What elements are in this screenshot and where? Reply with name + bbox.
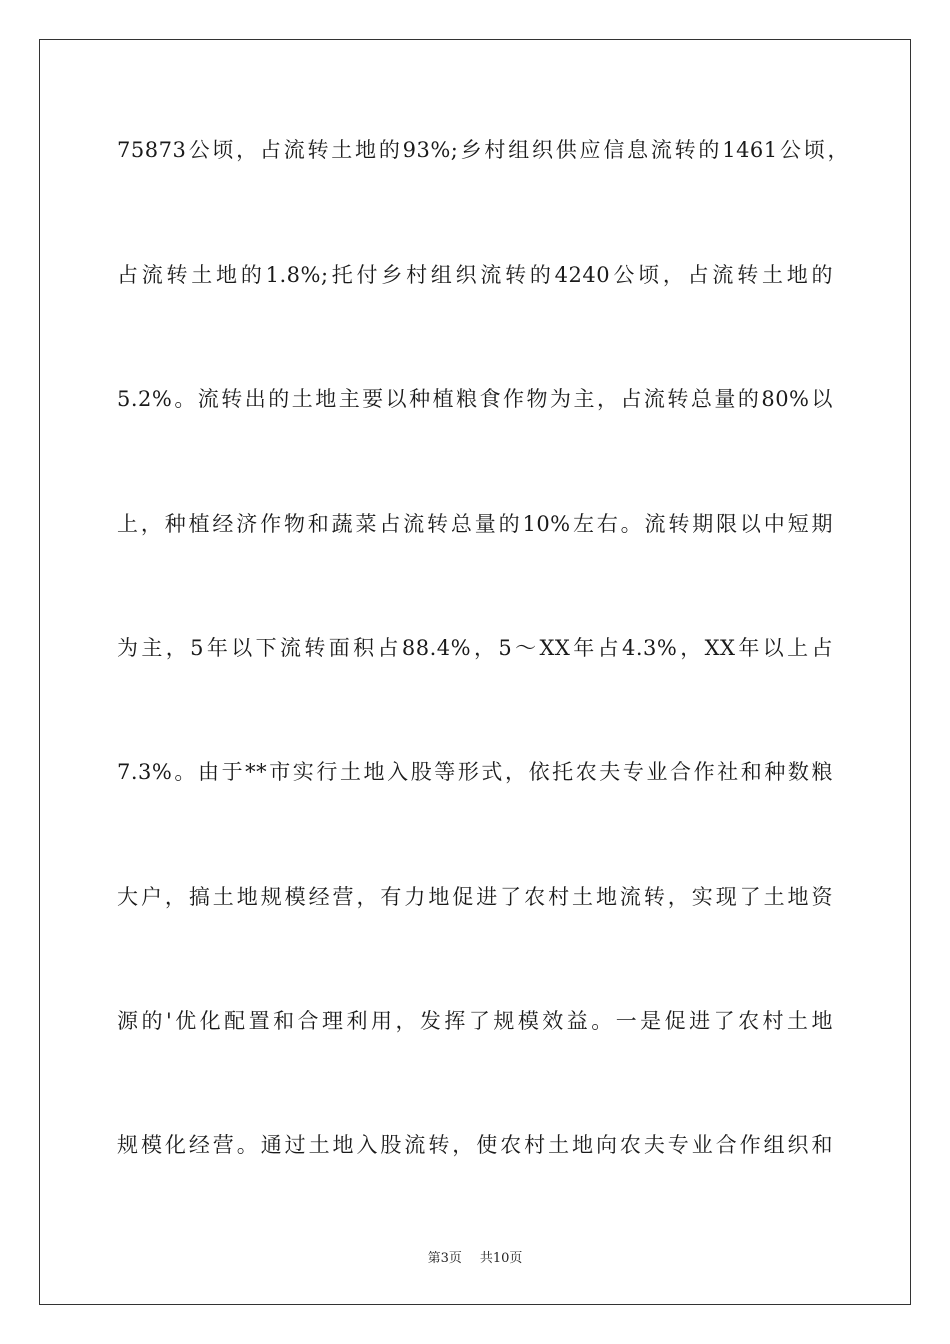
body-text-line-5: 为主，5年以下流转面积占88.4%，5～XX年占4.3%，XX年以上占: [117, 636, 833, 660]
body-text-line-4: 上，种植经济作物和蔬菜占流转总量的10%左右。流转期限以中短期: [117, 512, 833, 536]
page-total: 共10页: [479, 1251, 523, 1266]
body-text-line-9: 规模化经营。通过土地入股流转，使农村土地向农夫专业合作组织和: [117, 1133, 833, 1157]
body-text-line-6: 7.3%。由于**市实行土地入股等形式，依托农夫专业合作社和种数粮: [117, 760, 833, 784]
body-text-line-3: 5.2%。流转出的土地主要以种植粮食作物为主，占流转总量的80%以: [117, 387, 833, 411]
body-text-line-2: 占流转土地的1.8%;托付乡村组织流转的4240公顷，占流转土地的: [117, 263, 833, 287]
page-footer: [0, 1247, 950, 1266]
page-number: 第3页: [427, 1251, 462, 1266]
body-text-line-1: 75873公顷，占流转土地的93%;乡村组织供应信息流转的1461公顷，: [117, 138, 849, 162]
page-frame: [39, 39, 911, 1305]
body-text-line-8: 源的'优化配置和合理利用，发挥了规模效益。一是促进了农村土地: [117, 1009, 833, 1033]
body-text-line-7: 大户，搞土地规模经营，有力地促进了农村土地流转，实现了土地资: [117, 885, 833, 909]
